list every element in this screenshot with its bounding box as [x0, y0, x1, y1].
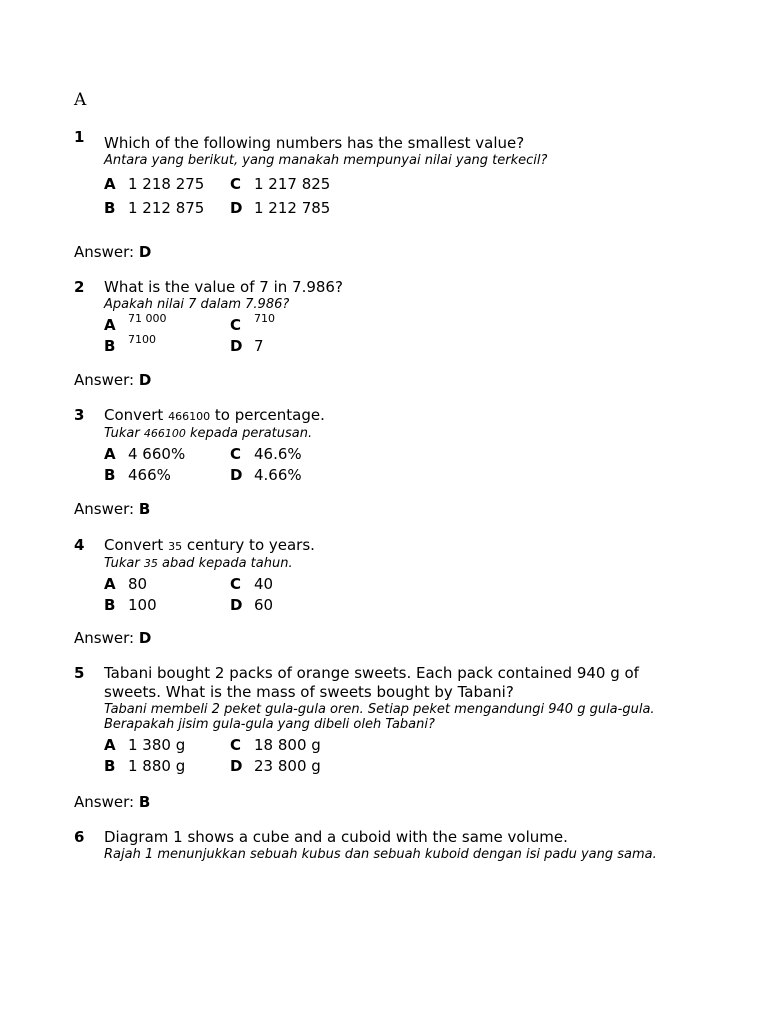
- option-d: D 4.66%: [230, 465, 302, 484]
- option-c: C 18 800 g: [230, 735, 321, 754]
- question-translation: Antara yang berikut, yang manakah mempunyai nilai yang terkecil?: [104, 153, 548, 168]
- question-translation: Apakah nilai 7 dalam 7.986?: [104, 297, 290, 312]
- option-b: B 7100: [104, 332, 156, 355]
- question-text: Diagram 1 shows a cube and a cuboid with the same volume.: [104, 828, 568, 846]
- answer-2: Answer: D: [74, 371, 152, 389]
- question-number: 3: [74, 406, 85, 424]
- question-text: Convert 466100 to percentage.: [104, 406, 325, 424]
- option-c: C 46.6%: [230, 444, 302, 463]
- answer-3: Answer: B: [74, 500, 151, 518]
- question-number: 2: [74, 278, 85, 296]
- option-b: B 1 880 g: [104, 756, 186, 775]
- option-b: B 1 212 875: [104, 199, 205, 217]
- question-number: 6: [74, 828, 85, 846]
- option-d: D 23 800 g: [230, 756, 321, 775]
- option-b: B 100: [104, 595, 157, 614]
- question-translation: Tabani membeli 2 peket gula-gula oren. Setiap peket mengandungi 940 g gula-gula. Berapakah jisim gula-gula yang dibeli oleh Tabani?: [104, 702, 655, 732]
- answer-5: Answer: B: [74, 793, 151, 811]
- question-4: [74, 536, 714, 615]
- section-heading: A: [74, 90, 87, 110]
- question-text: Convert 35 century to years.: [104, 536, 315, 554]
- option-a: A 80: [104, 574, 148, 593]
- option-a: A 1 218 275: [104, 175, 205, 193]
- option-c: C 1 217 825: [230, 175, 331, 193]
- option-d: D 7: [230, 336, 264, 355]
- option-d: D 60: [230, 595, 274, 614]
- question-translation: Tukar 35 abad kepada tahun.: [104, 556, 293, 571]
- answer-4: Answer: D: [74, 629, 152, 647]
- question-3: [74, 406, 714, 485]
- question-6: [74, 828, 714, 862]
- option-a: A 1 380 g: [104, 735, 186, 754]
- question-text: Tabani bought 2 packs of orange sweets. Each pack contained 940 g of sweets. What is the mass of sweets bought by Tabani?: [104, 664, 639, 701]
- question-1: [74, 128, 714, 220]
- question-5: [74, 664, 714, 776]
- question-number: 4: [74, 536, 85, 554]
- fraction-value: 466100: [168, 410, 211, 423]
- option-c: C 40: [230, 574, 274, 593]
- question-2: [74, 278, 714, 356]
- question-number: 1: [74, 128, 85, 146]
- option-d: D 1 212 785: [230, 199, 331, 217]
- question-text: Which of the following numbers has the smallest value?: [104, 134, 525, 152]
- question-translation: Rajah 1 menunjukkan sebuah kubus dan sebuah kuboid dengan isi padu yang sama.: [104, 847, 657, 862]
- option-a: A 4 660%: [104, 444, 186, 463]
- option-c: C 710: [230, 311, 275, 334]
- fraction-value: 35: [168, 540, 183, 553]
- option-a: A 71 000: [104, 311, 167, 334]
- option-b: B 466%: [104, 465, 171, 484]
- question-translation: Tukar 466100 kepada peratusan.: [104, 426, 313, 441]
- question-text: What is the value of 7 in 7.986?: [104, 278, 343, 296]
- question-number: 5: [74, 664, 85, 682]
- answer-1: Answer: D: [74, 243, 152, 261]
